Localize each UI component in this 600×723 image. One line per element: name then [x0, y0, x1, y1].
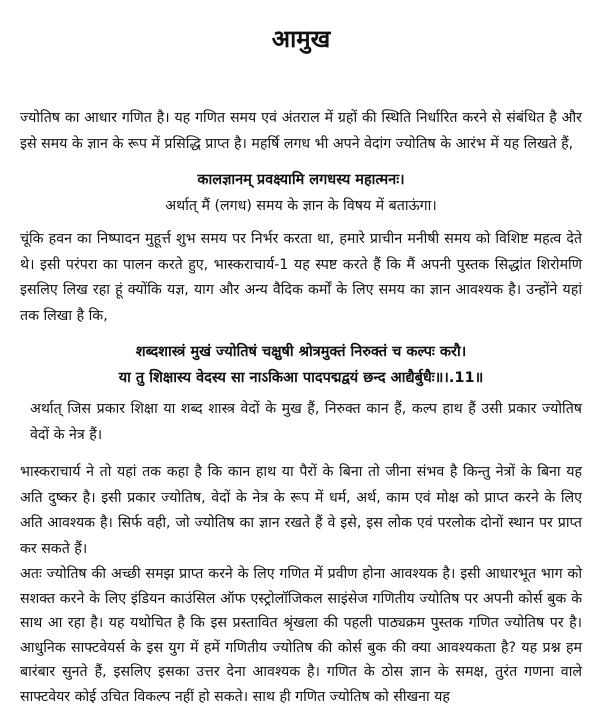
- verse-1-translation: अर्थात् मैं (लगध) समय के ज्ञान के विषय में बताऊंगा।: [165, 198, 437, 214]
- sanskrit-verse-2-line-1: शब्दशास्त्रं मुखं ज्योतिषं चक्षुषी श्रोत्रमुक्तं निरुक्तं च कल्पः करौ।: [135, 344, 467, 360]
- page-title: आमुख: [271, 25, 331, 53]
- sanskrit-verse-1: कालज्ञानम् प्रवक्ष्यामि लगधस्य महात्मनः।: [197, 172, 405, 188]
- sanskrit-verse-2-line-2: या तु शिक्षास्य वेदस्य सा नाऽकिआ पादपद्मद्वयं छन्द आद्यैर्बुधैः॥।.11॥: [118, 370, 484, 386]
- verse-2-translation: अर्थात् जिस प्रकार शिक्षा या शब्द शास्त्र वेदों के मुख हैं, निरुक्त कान हैं, कल्प हाथ हैं उसी प्रकार ज्योतिष वेदों के नेत्र हैं।: [30, 401, 582, 443]
- paragraph-3: भास्कराचार्य ने तो यहां तक कहा है कि कान हाथ या पैरों के बिना तो जीना संभव है किन्तु नेत्रों के बिना यह अति दुष्कर है। इसी प्रकार ज्योतिष, वेदों के नेत्र के रूप में धर्म, अर्थ, काम एवं मोक्ष को प्राप्त करने के लिए अति आवश्यक है। सिर्फ वही, जो ज्योतिष का ज्ञान रखते हैं वे इसे, इस लोक एवं परलोक दोनों स्थान पर प्राप्त कर सकते हैं।: [20, 464, 582, 557]
- paragraph-1: ज्योतिष का आधार गणित है। यह गणित समय एवं अंतराल में ग्रहों की स्थिति निर्धारित करने से संबंधित है और इसे समय के ज्ञान के रूप में प्रसिद्धि प्राप्त है। महर्षि लगध भी अपने वेदांग ज्योतिष के आरंभ में यह लिखते हैं,: [20, 110, 582, 152]
- paragraph-2: चूंकि हवन का निष्पादन मुहूर्त्त शुभ समय पर निर्भर करता था, हमारे प्राचीन मनीषी समय को विशिष्ट महत्व देते थे। इसी परंपरा का पालन करते हुए, भास्कराचार्य-1 यह स्पष्ट करते हैं कि मैं अपनी पुस्तक सिद्धांत शिरोमणि इसलिए लिख रहा हूं क्योंकि यज्ञ, याग और अन्य वैदिक कर्मों के लिए समय का ज्ञान आवश्यक है। उन्होंने यहां तक लिखा है कि,: [20, 231, 582, 324]
- paragraph-4: अतः ज्योतिष की अच्छी समझ प्राप्त करने के लिए गणित में प्रवीण होना आवश्यक है। इसी आधारभूत भाग को सशक्त करने के लिए इंडियन काउंसिल ऑफ एस्ट्रोलॉजिकल साइंसेज गणितीय ज्योतिष पर अपनी कोर्स बुक के साथ आ रहा है। यह यथोचित है कि इस प्रस्तावित श्रृंखला की पहली पाठ्यक्रम पुस्तक गणित ज्योतिष पर है। आधुनिक साफ्टवेयर्स के इस युग में हमें गणितीय ज्योतिष की कोर्स बुक की क्या आवश्यकता है? यह प्रश्न हम बारंबार सुनते हैं, इसलिए इसका उत्तर देना आवश्यक है। गणित के ठोस ज्ञान के समक्ष, तुरंत गणना वाले साफ्टवेयर कोई उचित विकल्प नहीं हो सकते। साथ ही गणित ज्योतिष को सीखना यह: [20, 566, 582, 705]
